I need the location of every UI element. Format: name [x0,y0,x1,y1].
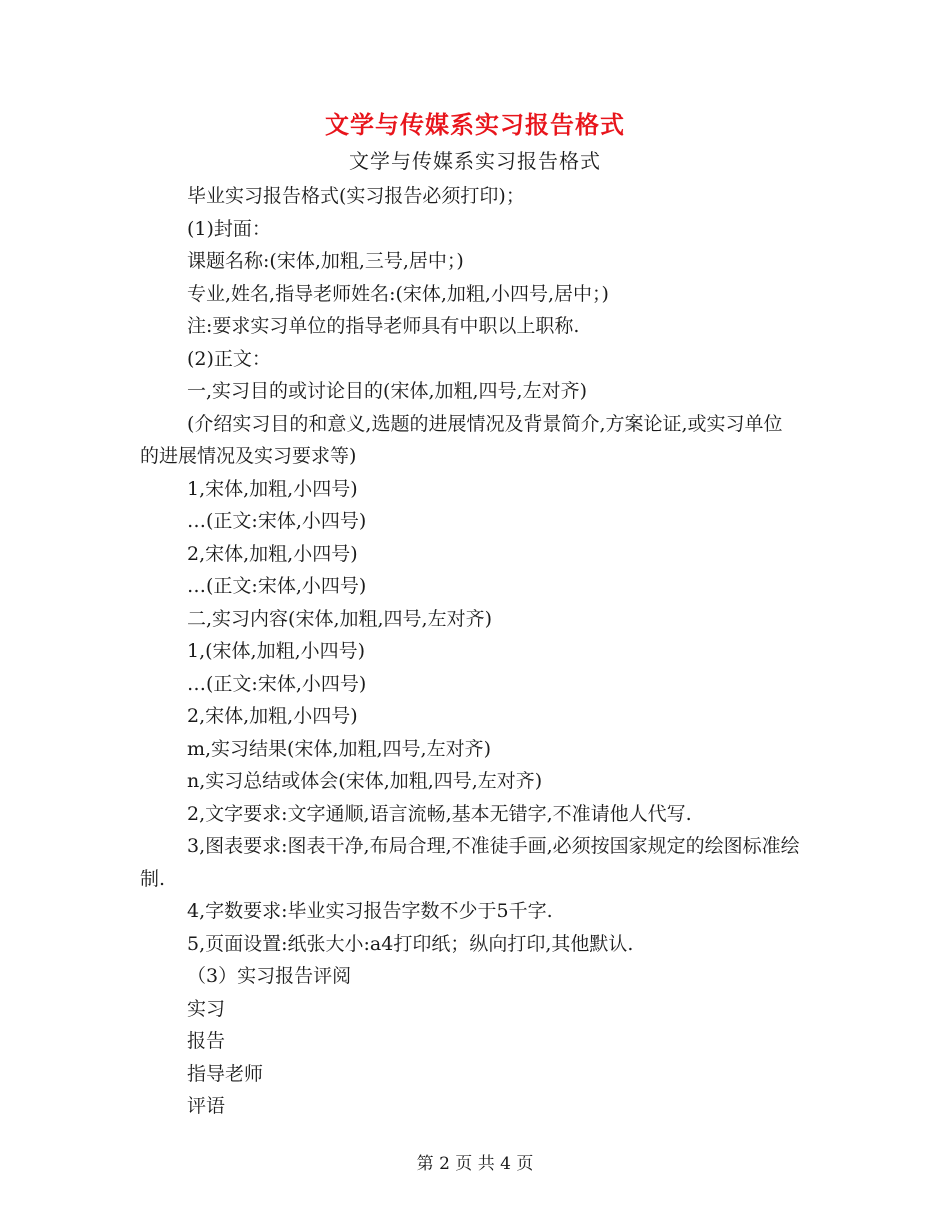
document-title: 文学与传媒系实习报告格式 [325,110,625,139]
page-number-footer: 第 2 页 共 4 页 [416,1154,534,1174]
paragraph: 实习 [187,997,226,1020]
paragraph: (1)封面： [187,217,271,240]
paragraph: (介绍实习目的和意义,选题的进展情况及背景简介,方案论证,或实习单位的进展情况及实习要求等) [140,412,783,467]
paragraph: …(正文:宋体,小四号) [187,672,367,695]
paragraph: 一,实习目的或讨论目的(宋体,加粗,四号,左对齐) [187,380,587,402]
paragraph: 1,宋体,加粗,小四号) [187,477,358,500]
paragraph: 二,实习内容(宋体,加粗,四号,左对齐) [187,607,492,630]
paragraph: 2,宋体,加粗,小四号) [187,705,358,727]
paragraph: 1,(宋体,加粗,小四号) [187,640,366,662]
paragraph: 3,图表要求:图表干净,布局合理,不准徒手画,必须按国家规定的绘图标准绘制. [140,835,800,890]
paragraph: (2)正文： [187,347,271,370]
paragraph: 专业,姓名,指导老师姓名:(宋体,加粗,小四号,居中；) [187,282,609,305]
paragraph: …(正文:宋体,小四号) [187,510,367,532]
paragraph: 指导老师 [187,1062,264,1085]
paragraph: 报告 [187,1030,226,1052]
paragraph: 2,宋体,加粗,小四号) [187,542,358,565]
paragraph: n,实习总结或体会(宋体,加粗,四号,左对齐) [187,770,543,792]
paragraph: 毕业实习报告格式(实习报告必须打印)； [187,185,525,207]
paragraph: …(正文:宋体,小四号) [187,575,367,597]
document-body [140,180,800,1123]
paragraph: 评语 [187,1095,226,1117]
document-subtitle: 文学与传媒系实习报告格式 [349,149,601,173]
paragraph: 5,页面设置:纸张大小:a4打印纸；纵向打印,其他默认. [187,932,634,955]
paragraph: （3）实习报告评阅 [187,965,352,987]
paragraph: 注:要求实习单位的指导老师具有中职以上职称. [187,315,580,337]
paragraph: 课题名称:(宋体,加粗,三号,居中；) [187,250,464,272]
paragraph: 4,字数要求:毕业实习报告字数不少于5千字. [187,900,553,922]
paragraph: 2,文字要求:文字通顺,语言流畅,基本无错字,不准请他人代写. [187,802,692,825]
paragraph: m,实习结果(宋体,加粗,四号,左对齐) [187,737,492,760]
